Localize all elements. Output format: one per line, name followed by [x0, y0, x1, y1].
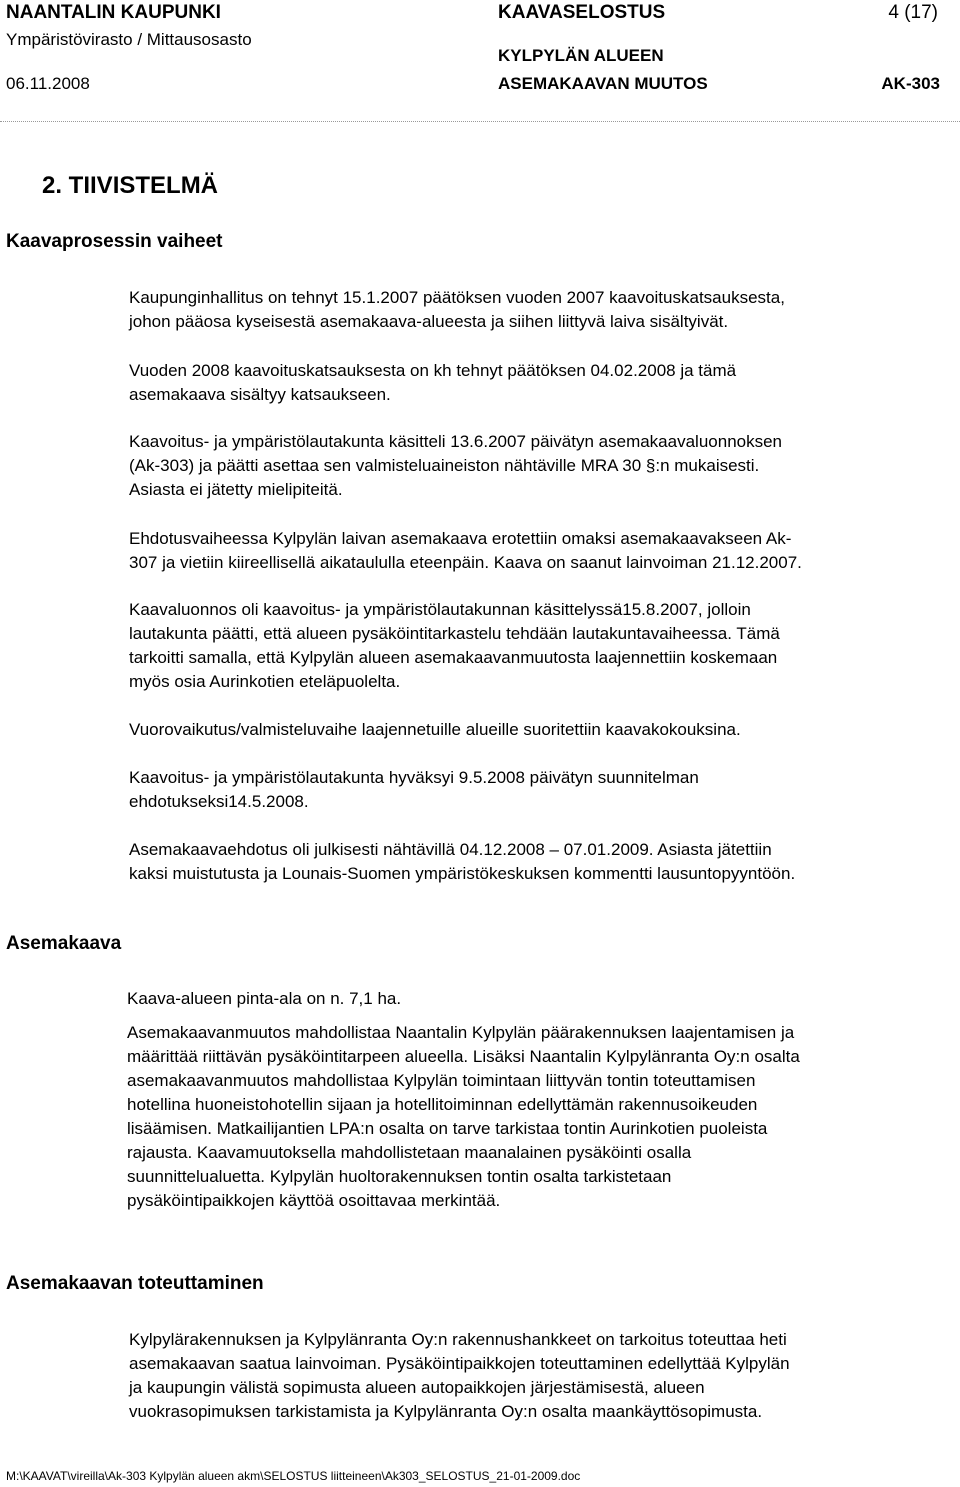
process-paragraph-4 [129, 527, 802, 575]
header-date: 06.11.2008 [6, 74, 90, 93]
asemakaava-heading: Asemakaava [6, 933, 122, 954]
text-line: Kaavaluonnos oli kaavoitus- ja ympäristölautakunnan käsittelyssä15.8.2007, jolloin [129, 600, 751, 619]
process-paragraph-6 [129, 718, 741, 742]
text-line: Asiasta ei jätetty mielipiteitä. [129, 480, 343, 499]
header-divider [0, 121, 960, 122]
header-project-line2: ASEMAKAAVAN MUUTOS [498, 74, 708, 93]
text-line: kaksi muistutusta ja Lounais-Suomen ympäristökeskuksen kommentti lausuntopyyntöön. [129, 864, 796, 883]
header-code: AK-303 [881, 74, 940, 93]
text-line: Kylpylärakennuksen ja Kylpylänranta Oy:n rakennushankkeet on tarkoitus toteuttaa heti [129, 1330, 787, 1349]
process-paragraph-8 [129, 838, 795, 886]
text-line: Asemakaavaehdotus oli julkisesti nähtävillä 04.12.2008 – 07.01.2009. Asiasta jätettiin [129, 840, 772, 859]
footer-file-path: M:\KAAVAT\vireilla\Ak-303 Kylpylän alueen akm\SELOSTUS liitteineen\Ak303_SELOSTUS_21-01-2009.doc [6, 1469, 581, 1483]
process-paragraph-1 [129, 286, 785, 334]
text-line: lautakunta päätti, että alueen pysäköintitarkastelu tehdään lautakuntavaiheessa. Tämä [129, 624, 780, 643]
section-title: 2. TIIVISTELMÄ [42, 172, 219, 199]
text-line: ja kaupungin välistä sopimusta alueen autopaikkojen järjestämisestä, alueen [129, 1378, 705, 1397]
header-org: NAANTALIN KAUPUNKI [6, 2, 221, 23]
process-heading: Kaavaprosessin vaiheet [6, 231, 223, 252]
text-line: Asemakaavanmuutos mahdollistaa Naantalin Kylpylän päärakennuksen laajentamisen ja [127, 1023, 795, 1042]
header-department: Ympäristövirasto / Mittausosasto [6, 30, 252, 49]
text-line: Kaavoitus- ja ympäristölautakunta hyväksyi 9.5.2008 päivätyn suunnitelman [129, 768, 699, 787]
text-line: asemakaava sisältyy katsaukseen. [129, 385, 391, 404]
text-line: Kaava-alueen pinta-ala on n. 7,1 ha. [127, 989, 402, 1008]
toteuttaminen-heading: Asemakaavan toteuttaminen [6, 1273, 264, 1294]
header-page-number: 4 (17) [888, 2, 938, 23]
text-line: suunnittelualuetta. Kylpylän huoltorakennuksen tontin osalta tarkistetaan [127, 1167, 672, 1186]
text-line: ehdotukseksi14.5.2008. [129, 792, 309, 811]
text-line: Kaavoitus- ja ympäristölautakunta käsitteli 13.6.2007 päivätyn asemakaavaluonnoksen [129, 432, 783, 451]
text-line: johon pääosa kyseisestä asemakaava-alueesta ja siihen liittyvä laiva sisältyivät. [129, 312, 729, 331]
text-line: Vuoden 2008 kaavoituskatsauksesta on kh tehnyt päätöksen 04.02.2008 ja tämä [129, 361, 737, 380]
text-line: tarkoitti samalla, että Kylpylän alueen asemakaavanmuutosta laajennettiin koskemaan [129, 648, 778, 667]
text-line: määrittää riittävän pysäköintitarpeen alueella. Lisäksi Naantalin Kylpylänranta Oy:n osalta [127, 1047, 800, 1066]
text-line: pysäköintipaikkojen käyttöä osoittavaa merkintää. [127, 1191, 501, 1210]
text-line: 307 ja vietiin kiireellisellä aikataululla eteenpäin. Kaava on saanut lainvoiman 21.12.2007. [129, 553, 802, 572]
text-line: hotellina huoneistohotellin sijaan ja hotellitoiminnan edellyttämän rakennusoikeuden [127, 1095, 758, 1114]
asemakaava-paragraph-1 [127, 987, 401, 1011]
process-paragraph-2 [129, 359, 736, 407]
asemakaava-paragraph-2 [127, 1021, 800, 1213]
header-project-line1: KYLPYLÄN ALUEEN [498, 46, 664, 65]
text-line: asemakaavanmuutos mahdollistaa Kylpylän toimintaan liittyvän tontin toteuttamisen [127, 1071, 756, 1090]
toteuttaminen-paragraph-1 [129, 1328, 790, 1424]
text-line: vuokrasopimuksen tarkistamista ja Kylpylänranta Oy:n osalta maankäyttösopimusta. [129, 1402, 763, 1421]
process-paragraph-5 [129, 598, 780, 694]
text-line: Vuorovaikutus/valmisteluvaihe laajennetuille alueille suoritettiin kaavakokouksina. [129, 720, 741, 739]
text-line: asemakaavan saatua lainvoiman. Pysäköintipaikkojen toteuttaminen edellyttää Kylpylän [129, 1354, 790, 1373]
text-line: rajausta. Kaavamuutoksella mahdollistetaan maanalainen pysäköinti osalla [127, 1143, 692, 1162]
process-paragraph-7 [129, 766, 699, 814]
header-doc-type: KAAVASELOSTUS [498, 2, 666, 23]
text-line: Ehdotusvaiheessa Kylpylän laivan asemakaava erotettiin omaksi asemakaavakseen Ak- [129, 529, 792, 548]
text-line: lisäämisen. Matkailijantien LPA:n osalta on tarve tarkistaa tontin Aurinkotien puoleista [127, 1119, 768, 1138]
text-line: myös osia Aurinkotien eteläpuolelta. [129, 672, 401, 691]
text-line: Kaupunginhallitus on tehnyt 15.1.2007 päätöksen vuoden 2007 kaavoituskatsauksesta, [129, 288, 785, 307]
process-paragraph-3 [129, 430, 782, 502]
text-line: (Ak-303) ja päätti asettaa sen valmisteluaineiston nähtäville MRA 30 §:n mukaisesti. [129, 456, 760, 475]
